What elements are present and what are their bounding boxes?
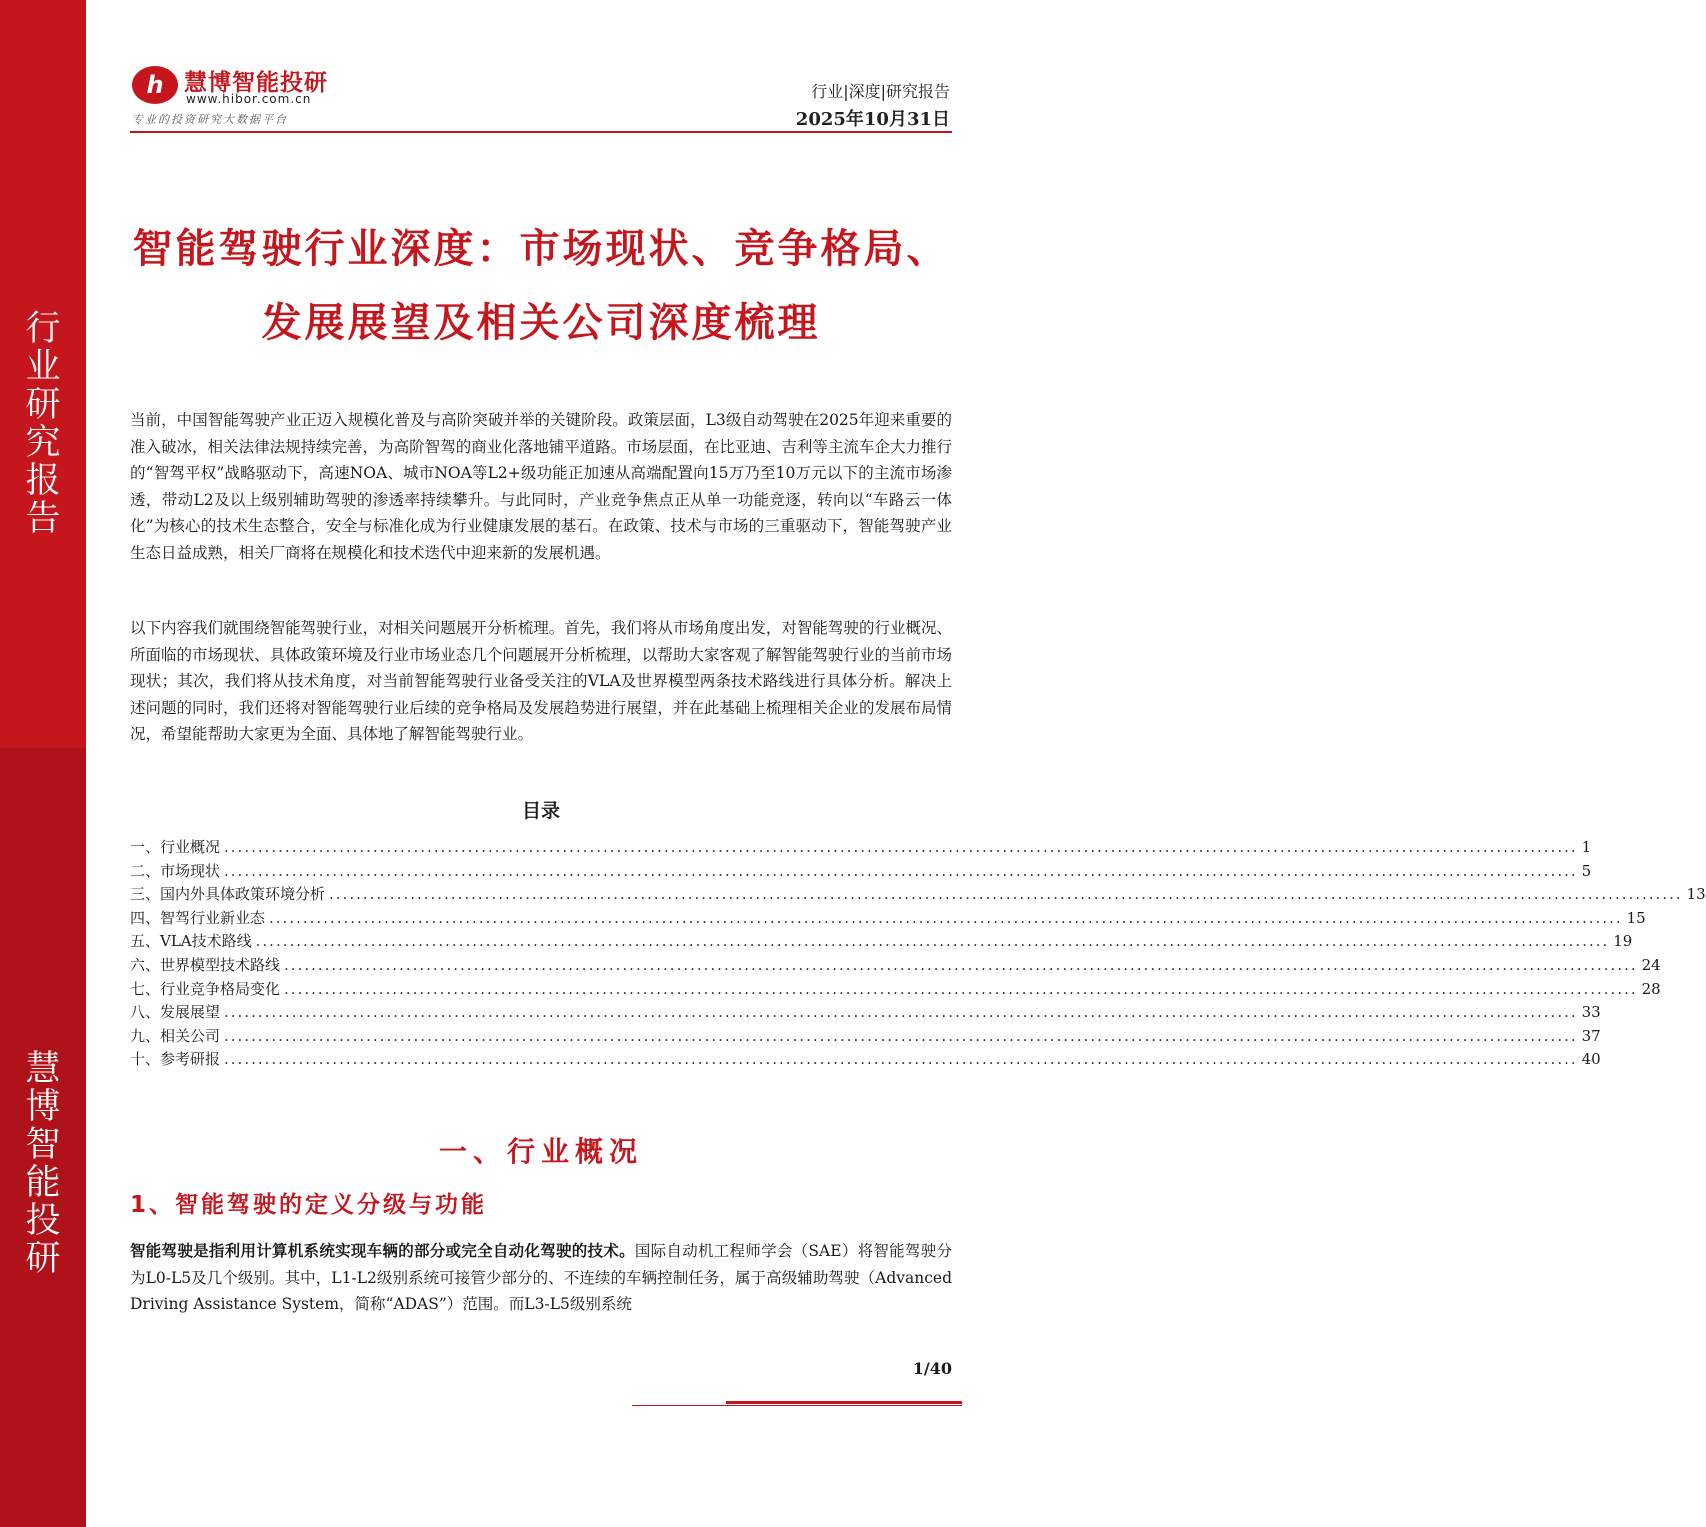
sidebar-char: 投 [25,1201,61,1241]
section-heading: 一、行业概况 [438,1135,643,1168]
logo-slogan: 专业的投资研究大数据平台 [132,113,288,126]
toc-entry[interactable] [130,1025,1601,1049]
toc-entry-label: 五、VLA技术路线 [130,932,252,951]
toc-entry-page: 13 [1686,885,1706,904]
title-line-1: 智能驾驶行业深度：市场现状、竞争格局、 [132,225,950,272]
toc-entry[interactable] [130,930,1633,954]
toc-entry-page: 37 [1581,1026,1601,1045]
toc-leader-dots: ........................................................................................................................................................................................................ [224,1026,1578,1045]
toc-entry-label: 八、发展展望 [130,1003,221,1022]
toc-entry-label: 二、市场现状 [130,861,221,880]
page-title [130,212,952,360]
toc-entry[interactable] [130,907,1646,931]
toc-heading: 目录 [521,800,560,822]
page-number: 1/40 [912,1359,952,1378]
toc-leader-dots: ........................................................................................................................................................................................................ [224,838,1578,856]
toc-leader-dots: ........................................................................................................................................................................................................ [224,1003,1578,1022]
paragraph-lead-bold: 智能驾驶是指利用计算机系统实现车辆的部分或完全自动化驾驶的技术。 [130,1241,635,1260]
toc-entry-page: 1 [1581,838,1592,856]
sidebar-char: 研 [25,385,61,425]
toc-entry[interactable] [130,978,1661,1002]
toc-entry-page: 19 [1613,932,1633,951]
intro-paragraph-2: 以下内容我们就围绕智能驾驶行业，对相关问题展开分析梳理。首先，我们将从市场角度出发，对智能驾驶的行业概况、所面临的市场现状、具体政策环境及行业市场业态几个问题展开分析梳理，以帮助大家客观了解智能驾驶行业的当前市场现状；其次，我们将从技术角度，对当前智能驾驶行业备受关注的VLA及世界模型两条技术路线进行具体分析。解决上述问题的同时，我们还将对智能驾驶行业后续的竞争格局及发展趋势进行展望，并在此基础上梳理相关企业的发展布局情况，希望能帮助大家更为全面、具体地了解智能驾驶行业。 [130,619,952,743]
sidebar-char: 究 [25,423,61,463]
toc-leader-dots: ........................................................................................................................................................................................................ [224,861,1578,880]
sidebar-char: 业 [25,347,61,387]
toc-entry-page: 40 [1581,1050,1601,1069]
toc-entry[interactable] [130,1001,1601,1025]
toc-entry-page: 33 [1581,1003,1601,1022]
subsection-heading: 1、智能驾驶的定义分级与功能 [130,1192,488,1218]
toc-entry[interactable] [130,1048,1601,1072]
sidebar-char: 博 [25,1087,61,1127]
toc-leader-dots: ........................................................................................................................................................................................................ [269,908,1623,927]
logo-name: 慧博智能投研 [184,70,328,96]
toc-entry[interactable] [130,954,1661,978]
paragraph-body: 国际自动机工程师学会（SAE）将智能驾驶分为L0-L5及几个级别。其中，L1-L2级别系统可接管少部分的、不连续的车辆控制任务，属于高级辅助驾驶（Advanced Driving Assistance System，简称“ADAS”）范围。而L3-L5级别系统 [130,1242,952,1313]
sidebar-char: 智 [25,1125,61,1165]
section-paragraph [130,1238,952,1318]
sidebar-char: 慧 [25,1049,61,1089]
report-date: 2025年10月31日 [795,109,950,130]
toc-entry[interactable] [130,836,1592,860]
sidebar-report-label [0,310,86,538]
toc-leader-dots: ........................................................................................................................................................................................................ [329,885,1683,904]
toc-entry-page: 24 [1641,955,1661,974]
toc-entry-label: 四、智驾行业新业态 [130,908,266,927]
sidebar-char: 能 [25,1163,61,1203]
sidebar-char: 告 [25,499,61,539]
sidebar-char: 报 [25,461,61,501]
intro-paragraph-1: 当前，中国智能驾驶产业正迈入规模化普及与高阶突破并举的关键阶段。政策层面，L3级自动驾驶在2025年迎来重要的准入破冰，相关法律法规持续完善，为高阶智驾的商业化落地铺平道路。市场层面，在比亚迪、吉利等主流车企大力推行的“智驾平权”战略驱动下，高速NOA、城市NOA等L2+级功能正加速从高端配置向15万乃至10万元以下的主流市场渗透，带动L2及以上级别辅助驾驶的渗透率持续攀升。与此同时，产业竞争焦点正从单一功能竞逐，转向以“车路云一体化”为核心的技术生态整合，安全与标准化成为行业健康发展的基石。在政策、技术与市场的三重驱动下，智能驾驶产业生态日益成熟，相关厂商将在规模化和技术迭代中迎来新的发展机遇。 [130,411,952,562]
toc-entry[interactable] [130,883,1706,907]
sidebar-brand-label [0,1050,86,1278]
report-type: 行业|深度|研究报告 [811,82,950,101]
toc-leader-dots: ........................................................................................................................................................................................................ [224,1050,1578,1069]
header-divider [130,131,952,133]
footer-rule-thick [726,1401,962,1404]
toc-leader-dots: ........................................................................................................................................................................................................ [255,932,1610,951]
toc-entry[interactable] [130,860,1592,884]
toc-leader-dots: ........................................................................................................................................................................................................ [284,955,1638,974]
toc-entry-label: 十、参考研报 [130,1050,221,1069]
toc-leader-dots: ........................................................................................................................................................................................................ [284,979,1638,998]
toc-entry-label: 一、行业概况 [130,838,221,856]
hibor-logo-icon: h [132,66,178,104]
table-of-contents [130,836,1706,1072]
toc-entry-label: 九、相关公司 [130,1026,221,1045]
toc-entry-page: 5 [1581,861,1592,880]
toc-entry-label: 三、国内外具体政策环境分析 [130,885,326,904]
logo-url[interactable]: www.hibor.com.cn [186,92,312,106]
toc-entry-page: 15 [1626,908,1646,927]
toc-entry-label: 七、行业竞争格局变化 [130,979,281,998]
footer-rule-thin [632,1405,962,1406]
sidebar-char: 研 [25,1239,61,1279]
sidebar-char: 行 [25,309,61,349]
title-line-2: 发展展望及相关公司深度梳理 [261,299,821,346]
toc-entry-label: 六、世界模型技术路线 [130,955,281,974]
toc-entry-page: 28 [1641,979,1661,998]
